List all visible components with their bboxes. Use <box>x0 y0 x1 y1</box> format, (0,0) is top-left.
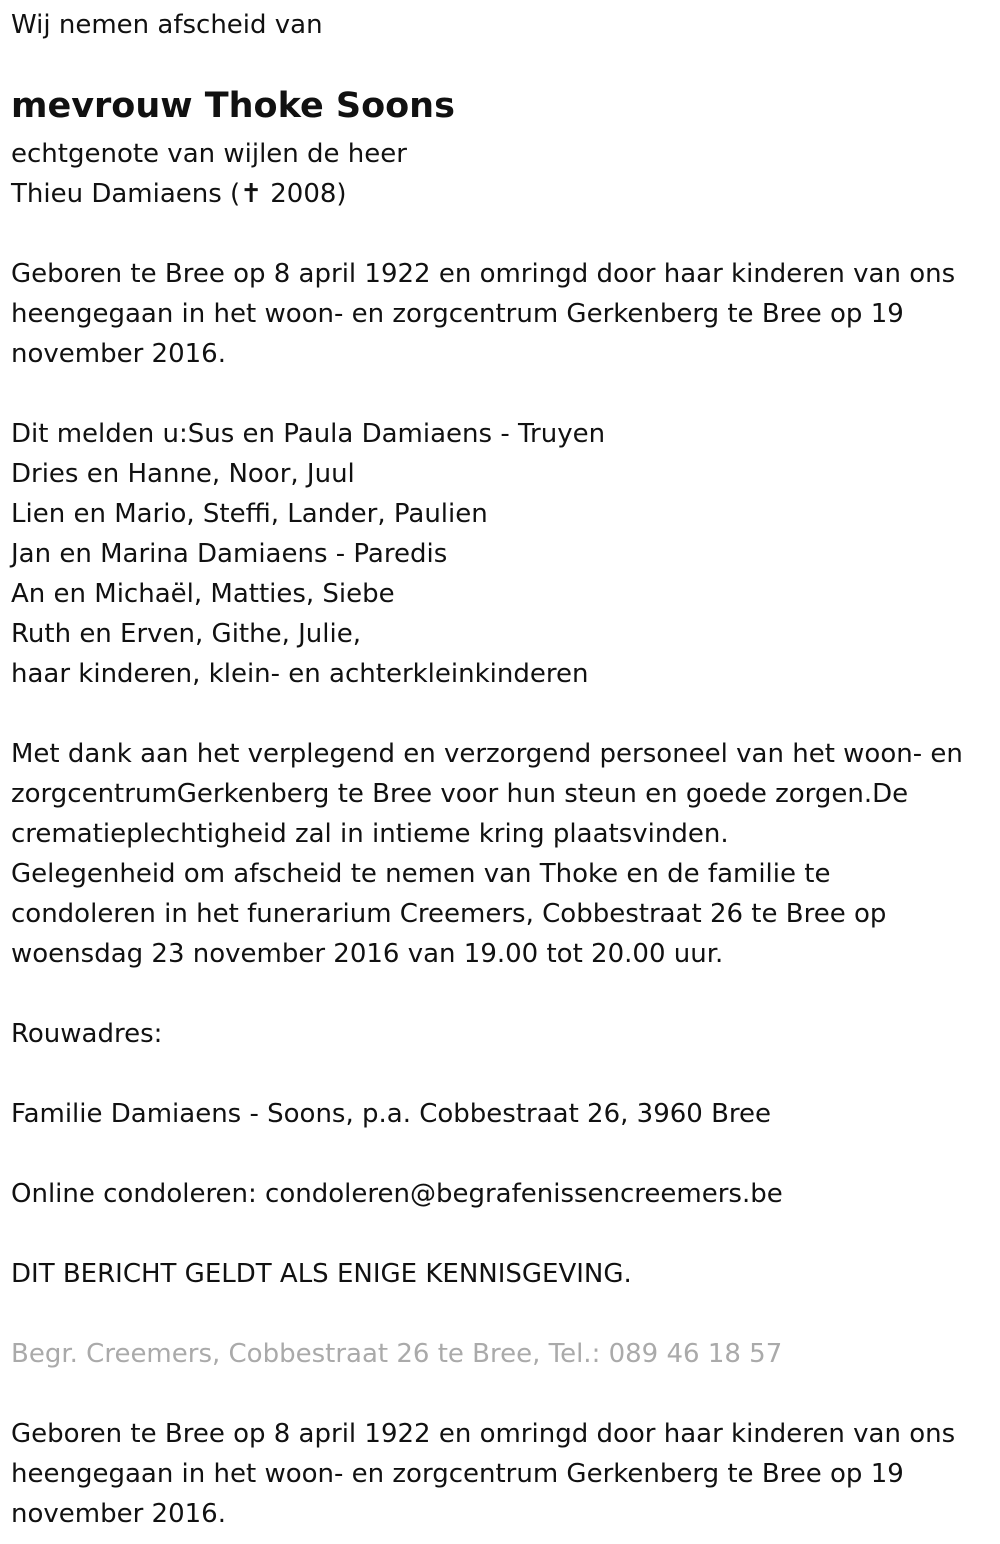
paragraph-line: Met dank aan het verplegend en verzorgend personeel van het woon- en <box>11 739 963 769</box>
paragraph-line: november 2016. <box>11 1499 226 1529</box>
paragraph-line: november 2016. <box>11 339 226 369</box>
paragraph-line: Gelegenheid om afscheid te nemen van Thoke en de familie te <box>11 859 831 889</box>
paragraph-line: heengegaan in het woon- en zorgcentrum Gerkenberg te Bree op 19 <box>11 1459 904 1489</box>
notice-block <box>11 1254 632 1294</box>
birth-death-paragraph-repeat <box>11 1414 955 1534</box>
mourning-address-block <box>11 1094 771 1134</box>
mourning-address: Familie Damiaens - Soons, p.a. Cobbestraat 26, 3960 Bree <box>11 1099 772 1129</box>
online-condolence: Online condoleren: condoleren@begrafenissencreemers.be <box>11 1179 783 1209</box>
deceased-name: mevrouw Thoke Soons <box>11 86 455 126</box>
paragraph-line: zorgcentrumGerkenberg te Bree voor hun steun en goede zorgen.De <box>11 779 909 809</box>
paragraph-line: Geboren te Bree op 8 april 1922 en omringd door haar kinderen van ons <box>11 259 956 289</box>
spouse-line: echtgenote van wijlen de heer <box>11 139 407 169</box>
family-line: An en Michaël, Matties, Siebe <box>11 579 395 609</box>
family-line: Jan en Marina Damiaens - Paredis <box>11 539 448 569</box>
mourning-address-label: Rouwadres: <box>11 1019 163 1049</box>
family-line: Dit melden u:Sus en Paula Damiaens - Truyen <box>11 419 606 449</box>
family-line: Dries en Hanne, Noor, Juul <box>11 459 355 489</box>
intro-text: Wij nemen afscheid van <box>11 10 323 40</box>
paragraph-line: woensdag 23 november 2016 van 19.00 tot 20.00 uur. <box>11 939 724 969</box>
paragraph-line: heengegaan in het woon- en zorgcentrum Gerkenberg te Bree op 19 <box>11 299 904 329</box>
paragraph-line: condoleren in het funerarium Creemers, Cobbestraat 26 te Bree op <box>11 899 887 929</box>
birth-death-paragraph <box>11 254 955 374</box>
spouse-line: Thieu Damiaens (✝ 2008) <box>11 179 347 209</box>
notice-text: DIT BERICHT GELDT ALS ENIGE KENNISGEVING. <box>11 1259 632 1289</box>
paragraph-line: crematieplechtigheid zal in intieme kring plaatsvinden. <box>11 819 729 849</box>
undertaker-info: Begr. Creemers, Cobbestraat 26 te Bree, Tel.: 089 46 18 57 <box>11 1339 783 1369</box>
family-list <box>11 414 605 694</box>
online-condolence-block <box>11 1174 783 1214</box>
thanks-paragraph <box>11 734 963 974</box>
undertaker-block <box>11 1334 782 1374</box>
family-line: Ruth en Erven, Githe, Julie, <box>11 619 361 649</box>
paragraph-line: Geboren te Bree op 8 april 1922 en omringd door haar kinderen van ons <box>11 1419 956 1449</box>
mourning-address-label-block <box>11 1014 162 1054</box>
spouse-block <box>11 134 407 214</box>
family-line: haar kinderen, klein- en achterkleinkinderen <box>11 659 589 689</box>
family-line: Lien en Mario, Steffi, Lander, Paulien <box>11 499 488 529</box>
